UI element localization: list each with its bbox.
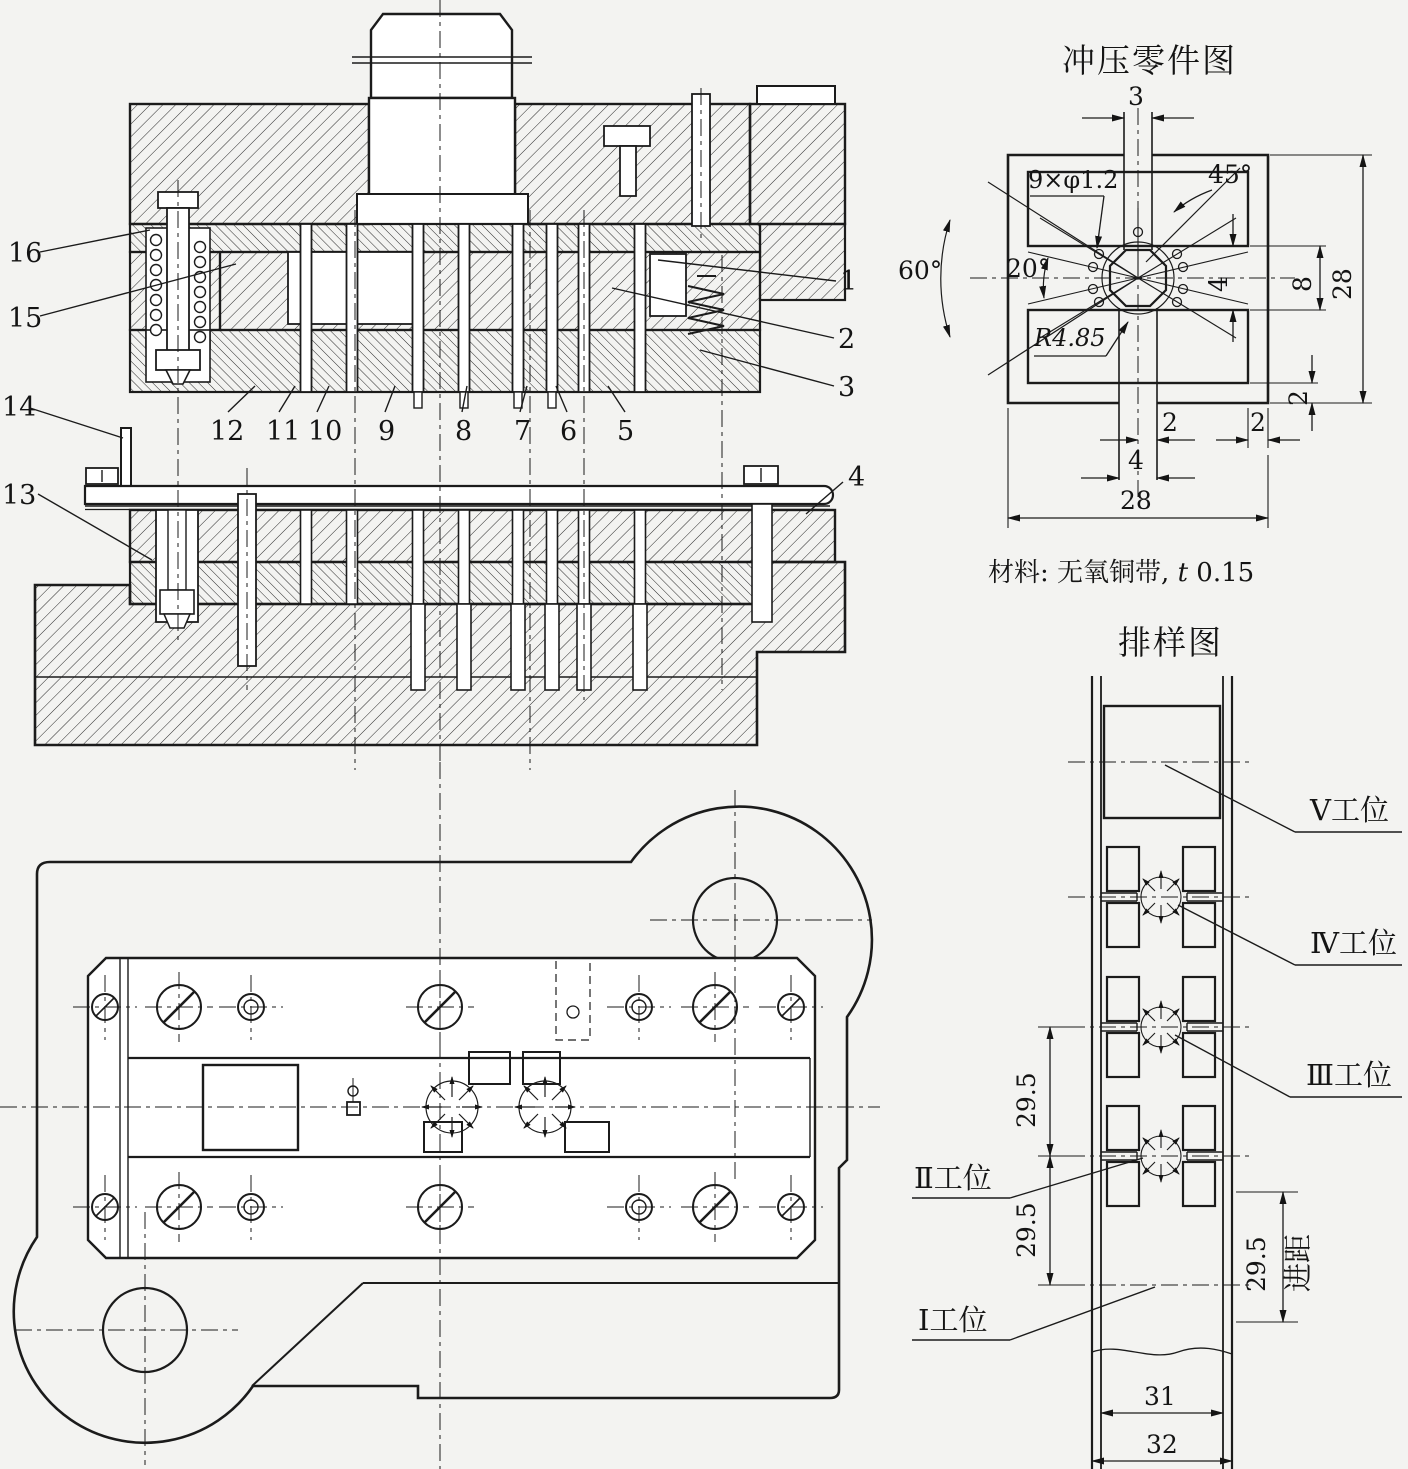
dim-feed-label: 进距 [1281, 1233, 1315, 1292]
station-label-5: Ⅴ工位 [1310, 793, 1389, 827]
dim-inner-width: 31 [1144, 1382, 1176, 1411]
plan-view [14, 807, 872, 1443]
material-note [988, 560, 1254, 586]
part-label-8: 8 [455, 416, 473, 447]
dim-outer-width: 32 [1146, 1430, 1178, 1459]
dim-bottom-width: 28 [1120, 486, 1152, 515]
material-label: 材料: [988, 558, 1049, 588]
part-label-4: 4 [848, 462, 866, 493]
part-label-5: 5 [617, 416, 635, 447]
part-label-13: 13 [2, 480, 37, 511]
dim-radius: R4.85 [1034, 324, 1106, 352]
part-label-12: 12 [210, 416, 245, 447]
material-value: 无氧铜带 [1057, 558, 1162, 588]
dim-half-slot: 2 [1162, 408, 1178, 437]
part-label-7: 7 [514, 416, 532, 447]
part-label-15: 15 [8, 303, 43, 334]
dim-pitch-right: 29.5 [1242, 1236, 1271, 1292]
part-label-1: 1 [840, 266, 858, 297]
dim-holes: 9×φ1.2 [1028, 166, 1119, 194]
part-label-10: 10 [308, 416, 343, 447]
station-label-1: Ⅰ工位 [918, 1303, 988, 1337]
dim-step-angle: 20° [1006, 254, 1051, 283]
part-label-9: 9 [378, 416, 396, 447]
dim-top-width: 3 [1128, 82, 1144, 111]
part-label-2: 2 [838, 324, 856, 355]
material-thickness-symbol: t [1177, 558, 1189, 588]
part-label-14: 14 [2, 392, 37, 423]
dim-fan-angle: 60° [898, 256, 943, 285]
dim-chamfer-angle: 45° [1208, 160, 1253, 189]
dim-center-height: 4 [1204, 276, 1233, 292]
station-label-3: Ⅲ工位 [1306, 1058, 1392, 1092]
part-label-11: 11 [266, 416, 301, 447]
station-label-2: Ⅱ工位 [914, 1161, 992, 1195]
station-label-4: Ⅳ工位 [1310, 926, 1397, 960]
part-label-16: 16 [8, 238, 43, 269]
part-drawing [941, 112, 1372, 528]
dim-pitch-a: 29.5 [1012, 1072, 1041, 1128]
dim-right-margin: 2 [1250, 408, 1266, 437]
strip-layout-title: 排样图 [1118, 623, 1223, 662]
part-drawing-title: 冲压零件图 [1062, 41, 1237, 80]
part-label-6: 6 [560, 416, 578, 447]
dim-pitch-b: 29.5 [1012, 1202, 1041, 1258]
dim-window-height: 8 [1288, 276, 1317, 292]
material-thickness-value: 0.15 [1196, 558, 1255, 588]
station-leaders [912, 765, 1402, 1340]
dim-side-height: 28 [1328, 268, 1357, 300]
part-label-3: 3 [838, 372, 856, 403]
dim-bottom-margin: 2 [1284, 390, 1313, 406]
material-comma: , [1161, 558, 1170, 588]
dim-bottom-slot: 4 [1128, 446, 1144, 475]
